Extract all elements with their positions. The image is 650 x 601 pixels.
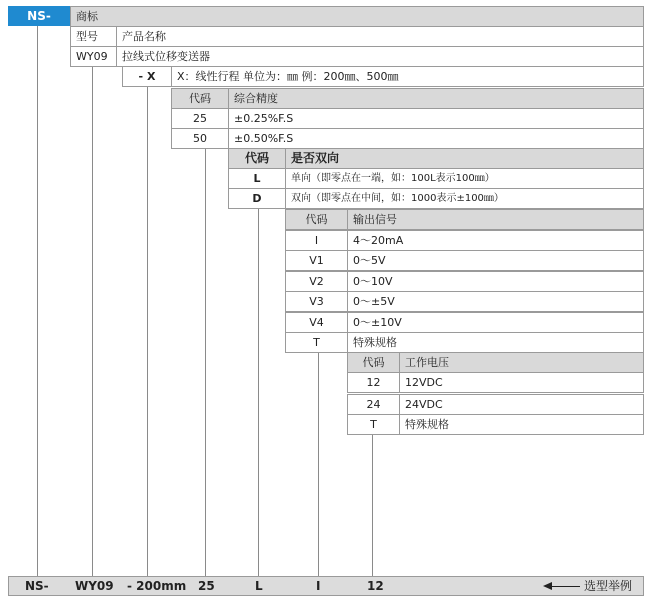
leader-line-accuracy <box>205 149 206 576</box>
model-name: 拉线式位移变送器 <box>116 46 644 67</box>
accuracy-header-name: 综合精度 <box>228 88 644 109</box>
model-header-name: 产品名称 <box>116 26 644 47</box>
zero-desc-D: 双向（即零点在中间，如：1000表示±100㎜） <box>285 188 644 209</box>
leader-line-output <box>318 353 319 576</box>
leader-line-voltage <box>372 435 373 576</box>
model-code: WY09 <box>70 46 117 67</box>
output-value-I: 4～20mA <box>347 230 644 251</box>
accuracy-code-25: 25 <box>171 108 229 129</box>
leader-line-stroke <box>147 87 148 576</box>
example-part-model: WY09 <box>75 579 114 593</box>
voltage-code-T: T <box>347 414 400 435</box>
leader-line-model <box>92 67 93 576</box>
example-label: 选型举例 <box>584 579 633 593</box>
model-header-code: 型号 <box>70 26 117 47</box>
accuracy-header-code: 代码 <box>171 88 229 109</box>
output-code-T: T <box>285 332 348 353</box>
example-part-zero: L <box>255 579 263 593</box>
voltage-header-code: 代码 <box>347 352 400 373</box>
zero-desc-L: 单向（即零点在一端，如：100L表示100㎜） <box>285 168 644 189</box>
output-code-V3: V3 <box>285 291 348 312</box>
accuracy-code-50: 50 <box>171 128 229 149</box>
output-value-V4: 0～±10V <box>347 312 644 333</box>
example-part-accuracy: 25 <box>198 579 215 593</box>
example-part-brand: NS- <box>25 579 49 593</box>
output-value-V3: 0～±5V <box>347 291 644 312</box>
zero-code-L: L <box>228 168 286 189</box>
example-part-voltage: 12 <box>367 579 384 593</box>
selection-example-bar <box>8 576 644 596</box>
output-header-code: 代码 <box>285 209 348 230</box>
output-value-V1: 0～5V <box>347 250 644 271</box>
voltage-value-T: 特殊规格 <box>399 414 644 435</box>
voltage-code-12: 12 <box>347 372 400 393</box>
leader-line-brand <box>37 26 38 576</box>
voltage-code-24: 24 <box>347 394 400 415</box>
output-code-V1: V1 <box>285 250 348 271</box>
output-code-V2: V2 <box>285 271 348 292</box>
stroke-description: X：线性行程 单位为：㎜ 例：200㎜、500㎜ <box>171 66 644 87</box>
output-code-V4: V4 <box>285 312 348 333</box>
leader-line-zero <box>258 209 259 576</box>
arrow-shaft <box>550 586 580 587</box>
accuracy-value-50: ±0.50%F.S <box>228 128 644 149</box>
voltage-value-24: 24VDC <box>399 394 644 415</box>
zero-code-D: D <box>228 188 286 209</box>
output-value-V2: 0～10V <box>347 271 644 292</box>
output-code-I: I <box>285 230 348 251</box>
voltage-value-12: 12VDC <box>399 372 644 393</box>
brand-label-cell: 商标 <box>70 6 644 27</box>
zero-header-name: 是否双向 <box>285 148 644 169</box>
example-part-stroke: - 200mm <box>127 579 187 593</box>
example-part-output: I <box>316 579 321 593</box>
stroke-code: - X <box>122 66 172 87</box>
voltage-header-name: 工作电压 <box>399 352 644 373</box>
brand-code-badge: NS- <box>8 6 70 26</box>
output-value-T: 特殊规格 <box>347 332 644 353</box>
accuracy-value-25: ±0.25%F.S <box>228 108 644 129</box>
zero-header-code: 代码 <box>228 148 286 169</box>
output-header-name: 输出信号 <box>347 209 644 230</box>
